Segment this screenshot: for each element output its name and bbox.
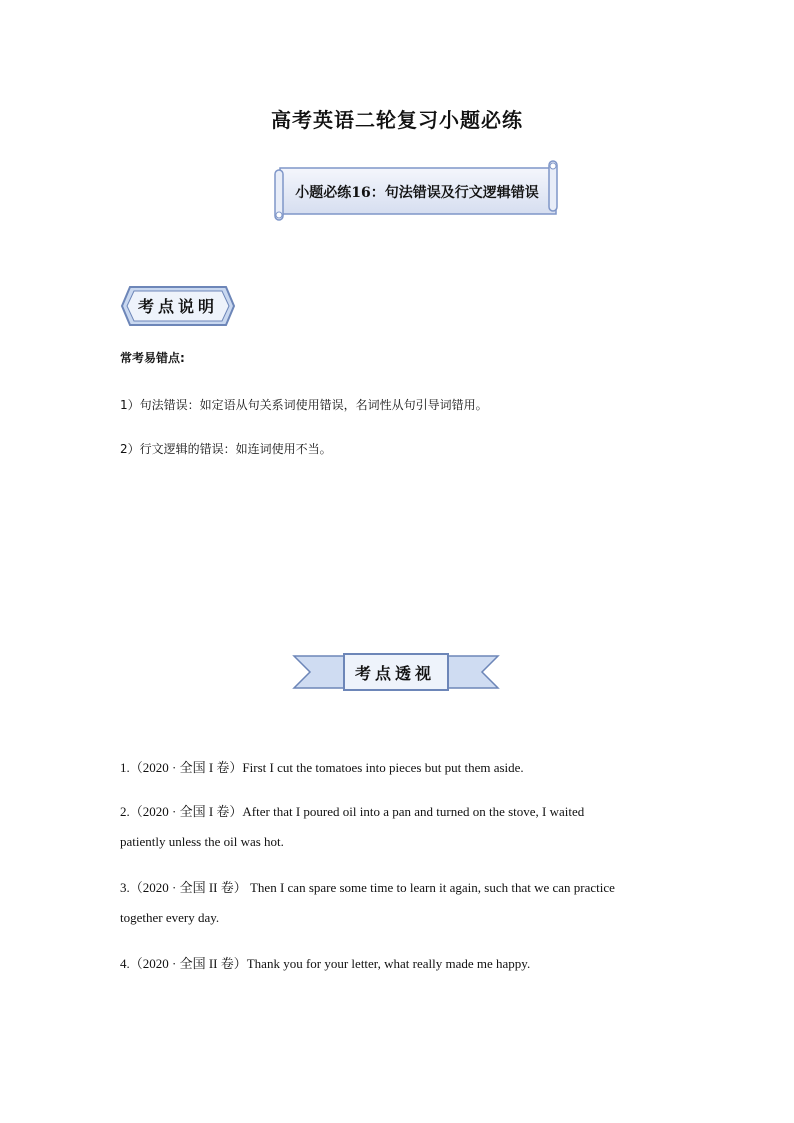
page-title: 高考英语二轮复习小题必练	[271, 108, 523, 132]
question-4-line-1: 4.（2020 · 全国 II 卷）Thank you for your letter, what really made me happy.	[120, 956, 531, 971]
question-4	[120, 949, 680, 979]
question-2-line-2: patiently unless the oil was hot.	[120, 834, 284, 849]
question-3-line-2: together every day.	[120, 910, 220, 925]
section-heading: 常考易错点:	[120, 351, 185, 365]
ribbon-badge-label: 考点透视	[354, 664, 435, 683]
question-3	[120, 873, 680, 933]
section-badge-label: 考点说明	[137, 297, 218, 316]
question-2	[120, 797, 680, 857]
error-point-1: 1）句法错误：如定语从句关系词使用错误，名词性从句引导词错用。	[120, 398, 488, 412]
question-1-line-1: 1.（2020 · 全国 I 卷）First I cut the tomatoes into pieces but put them aside.	[120, 760, 524, 775]
question-3-line-1: 3.（2020 · 全国 II 卷） Then I can spare some time to learn it again, such that we can practice	[120, 880, 615, 895]
error-point-2: 2）行文逻辑的错误：如连词使用不当。	[120, 442, 332, 456]
question-2-line-1: 2.（2020 · 全国 I 卷）After that I poured oil into a pan and turned on the stove, I waited	[120, 804, 585, 819]
question-1	[120, 753, 680, 783]
lesson-banner-title: 小题必练16：句法错误及行文逻辑错误	[295, 185, 539, 201]
